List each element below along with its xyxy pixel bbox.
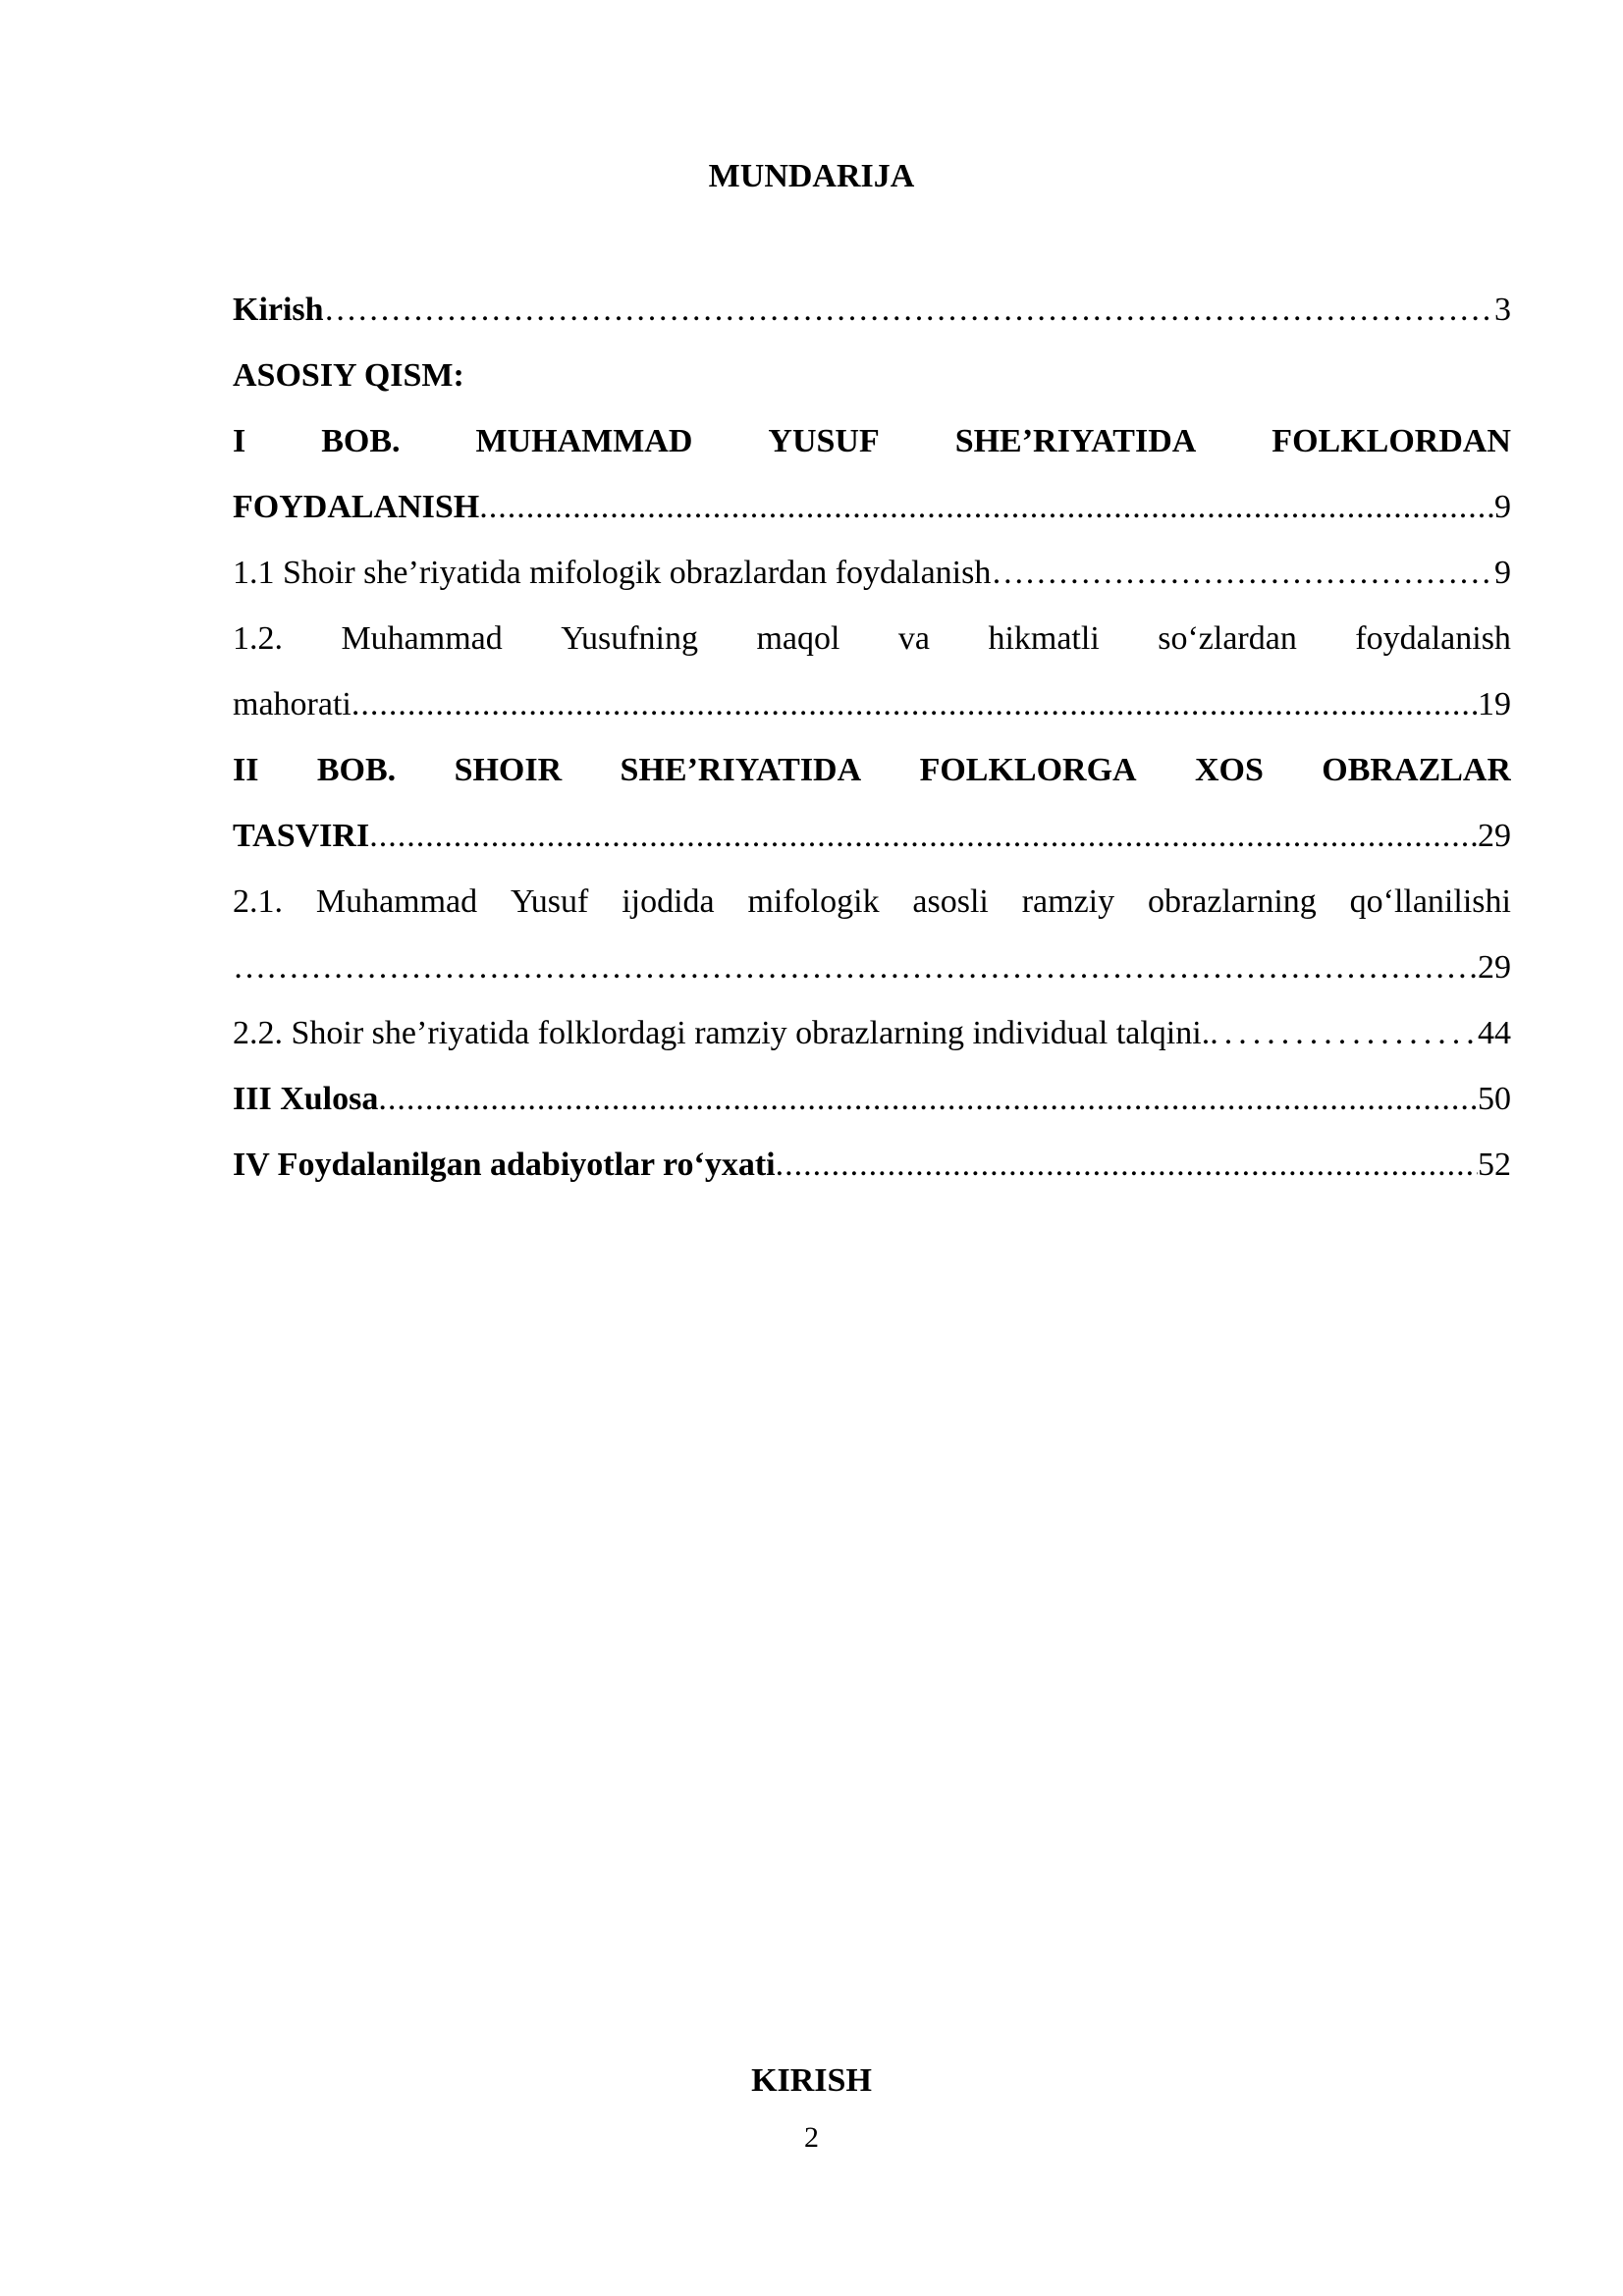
toc-word: 1.2.: [233, 620, 283, 657]
toc-chapter-1-title: [233, 418, 1511, 484]
toc-word: II: [233, 752, 259, 788]
toc-word: foydalanish: [1355, 620, 1511, 657]
toc-page-number: 29: [1478, 949, 1511, 986]
toc-word: YUSUF: [768, 423, 880, 459]
toc-word: SHE’RIYATIDA: [620, 752, 862, 788]
toc-page-number: 44: [1478, 1015, 1511, 1051]
toc-page-number: 19: [1478, 686, 1511, 722]
toc-word: ijodida: [622, 883, 715, 920]
toc-entry-2-2: [233, 1010, 1511, 1076]
toc-word: SHE’RIYATIDA: [954, 423, 1197, 459]
section-heading-kirish: KIRISH: [751, 2062, 872, 2099]
toc-page-number: 29: [1478, 818, 1511, 854]
toc-section-1-2-title: [233, 615, 1511, 681]
toc-word: Yusufning: [561, 620, 699, 657]
toc-leader-dots: [324, 287, 1494, 334]
table-of-contents: [233, 287, 1511, 1207]
toc-leader-dots: [378, 1076, 1478, 1123]
toc-chapter-2-title: [233, 747, 1511, 813]
toc-word: obrazlarning: [1147, 883, 1317, 920]
toc-word: I: [233, 423, 246, 459]
toc-entry-adabiyotlar: [233, 1142, 1511, 1207]
toc-leader-dots: [233, 944, 1478, 991]
toc-part-heading: ASOSIY QISM:: [233, 357, 464, 394]
toc-word: asosli: [912, 883, 989, 920]
toc-entry-label: 1.1 Shoir she’riyatida mifologik obrazlardan foydalanish: [233, 555, 992, 591]
toc-leader-dots: [479, 484, 1494, 531]
toc-entry-label: FOYDALANISH: [233, 489, 480, 525]
toc-word: Muhammad: [315, 883, 478, 920]
toc-word: FOLKLORGA: [919, 752, 1137, 788]
toc-entry-label: mahorati: [233, 686, 352, 722]
toc-leader-dots: [991, 550, 1494, 597]
toc-page-number: 3: [1494, 292, 1511, 328]
toc-leader-dots: [352, 681, 1478, 728]
toc-entry-2-1: [233, 944, 1511, 1010]
toc-word: BOB.: [321, 423, 401, 459]
toc-entry-label: 2.2. Shoir she’riyatida folklordagi ramziy obrazlarning individual talqini.: [233, 1015, 1211, 1051]
toc-entry-chapter-2: [233, 813, 1511, 879]
toc-entry-1-1: [233, 550, 1511, 615]
toc-word: maqol: [756, 620, 840, 657]
toc-section-2-1-title: [233, 879, 1511, 944]
toc-page-number: 50: [1478, 1081, 1511, 1117]
toc-word: Yusuf: [511, 883, 589, 920]
toc-word: hikmatli: [988, 620, 1100, 657]
toc-entry-chapter-1: [233, 484, 1511, 550]
toc-leader-dots: [776, 1142, 1478, 1189]
page-title: MUNDARIJA: [708, 158, 915, 194]
toc-entry-1-2: [233, 681, 1511, 747]
toc-entry-kirish: [233, 287, 1511, 352]
toc-word: va: [897, 620, 930, 657]
toc-word: Muhammad: [341, 620, 503, 657]
toc-entry-label: IV Foydalanilgan adabiyotlar ro‘yxati: [233, 1147, 776, 1183]
toc-word: qo‘llanilishi: [1349, 883, 1511, 920]
toc-word: BOB.: [316, 752, 397, 788]
toc-word: FOLKLORDAN: [1271, 423, 1511, 459]
toc-entry-label: III Xulosa: [233, 1081, 379, 1117]
toc-word: so‘zlardan: [1158, 620, 1297, 657]
toc-word: 2.1.: [233, 883, 283, 920]
toc-word: XOS: [1194, 752, 1264, 788]
page-number: 2: [804, 2121, 819, 2154]
toc-entry-label: TASVIRI: [233, 818, 370, 854]
toc-page-number: 9: [1494, 555, 1511, 591]
toc-page-number: 9: [1494, 489, 1511, 525]
toc-word: MUHAMMAD: [475, 423, 693, 459]
toc-word: mifologik: [747, 883, 880, 920]
toc-page-number: 52: [1478, 1147, 1511, 1183]
toc-word: OBRAZLAR: [1322, 752, 1511, 788]
toc-leader-dots: [369, 813, 1478, 860]
toc-word: ramziy: [1021, 883, 1115, 920]
toc-entry-xulosa: [233, 1076, 1511, 1142]
toc-word: SHOIR: [454, 752, 563, 788]
toc-entry-label: Kirish: [233, 292, 324, 328]
toc-leader-dots: [1210, 1010, 1478, 1057]
